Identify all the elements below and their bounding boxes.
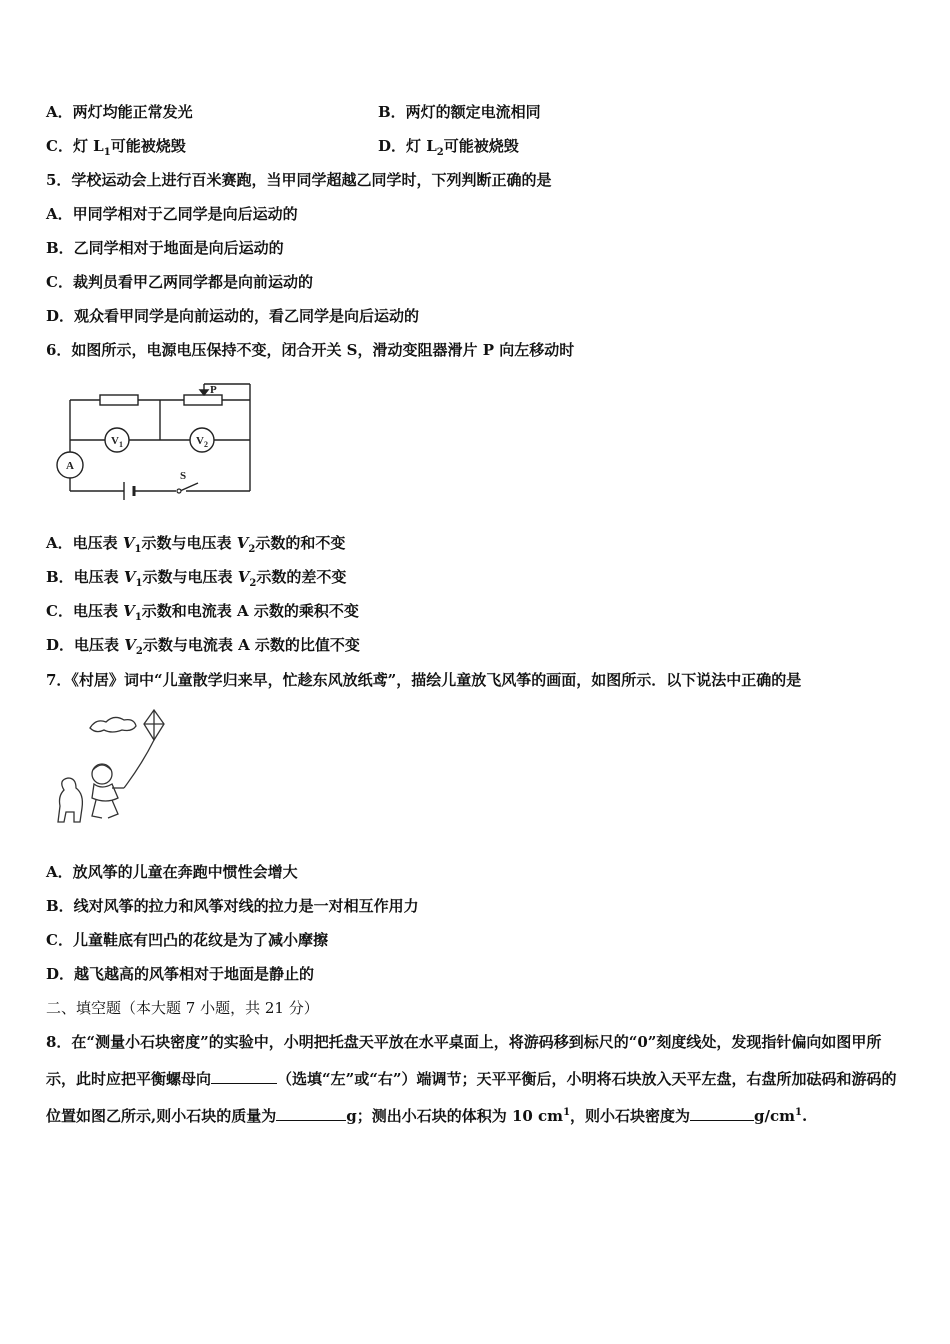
q6-option-d: D．电压表 $V_2$示数与电流表 A 示数的比值不变 [46,636,360,657]
q7-option-b: B．线对风筝的拉力和风筝对线的拉力是一对相互作用力 [46,897,419,915]
label-v1: $V_1$ [111,435,123,449]
rheostat [184,395,222,405]
kite-boy-illustration [50,704,170,832]
answer-blank-1[interactable] [211,1069,277,1084]
q4-option-b: B．两灯的额定电流相同 [378,103,541,121]
answer-blank-2[interactable] [276,1106,346,1121]
q6-stem: 6．如图所示，电源电压保持不变，闭合开关 S，滑动变阻器滑片 P 向左移动时 [46,341,575,359]
label-s: S [180,470,187,482]
q5-option-b: B．乙同学相对于地面是向后运动的 [46,239,284,257]
q4-option-a: A．两灯均能正常发光 [46,103,193,121]
q5-stem: 5．学校运动会上进行百米赛跑，当甲同学超越乙同学时，下列判断正确的是 [46,171,552,189]
resistor-r1 [100,395,138,405]
dog [58,778,82,822]
switch-s [180,483,198,491]
q6-option-c: C．电压表 $V_1$示数和电流表 A 示数的乘积不变 [46,602,359,623]
q6-option-b: B．电压表 $V_1$示数与电压表 $V_2$示数的差不变 [46,568,347,589]
q4-option-d: D．灯 $L_2$可能被烧毁 [378,137,519,158]
boy-head [92,764,112,784]
section-heading: 二、填空题（本大题 7 小题，共 21 分） [46,999,319,1017]
q8-text: 8．在“测量小石块密度”的实验中，小明把托盘天平放在水平桌面上，将游码移到标尺的“0”刻度线处，发现指针偏向如图甲所示，此时应把平衡螺母向 （选填“左”或“右”）端调节；天平平衡后，小明将石块放入天平左盘，右盘所加砝码和游码的位置如图乙所示,则小石块的质量为 g；测出小石块的体积为 10 $cm^1$，则小石块密度为 $g/cm^1$. [46,1033,897,1125]
q7-option-c: C．儿童鞋底有凹凸的花纹是为了减小摩擦 [46,931,328,949]
label-v2: $V_2$ [196,435,208,449]
q4-option-c: C．灯 $L_1$可能被烧毁 [46,137,186,158]
label-p: P [210,384,217,396]
q7-option-a: A．放风筝的儿童在奔跑中惯性会增大 [46,863,298,881]
q7-stem: 7．《村居》词中“儿童散学归来早，忙趁东风放纸鸢”，描绘儿童放飞风筝的画面，如图所示．以下说法中正确的是 [46,671,802,689]
answer-blank-3[interactable] [690,1106,754,1121]
circuit-diagram [52,376,262,501]
label-a: A [66,460,74,472]
q6-option-a: A．电压表 $V_1$示数与电压表 $V_2$示数的和不变 [46,534,346,555]
q5-option-c: C．裁判员看甲乙两同学都是向前运动的 [46,273,313,291]
cloud [90,717,136,732]
q5-option-a: A．甲同学相对于乙同学是向后运动的 [46,205,298,223]
kite-string [124,740,154,788]
q7-option-d: D．越飞越高的风筝相对于地面是静止的 [46,965,315,983]
q5-option-d: D．观众看甲同学是向前运动的，看乙同学是向后运动的 [46,307,420,325]
